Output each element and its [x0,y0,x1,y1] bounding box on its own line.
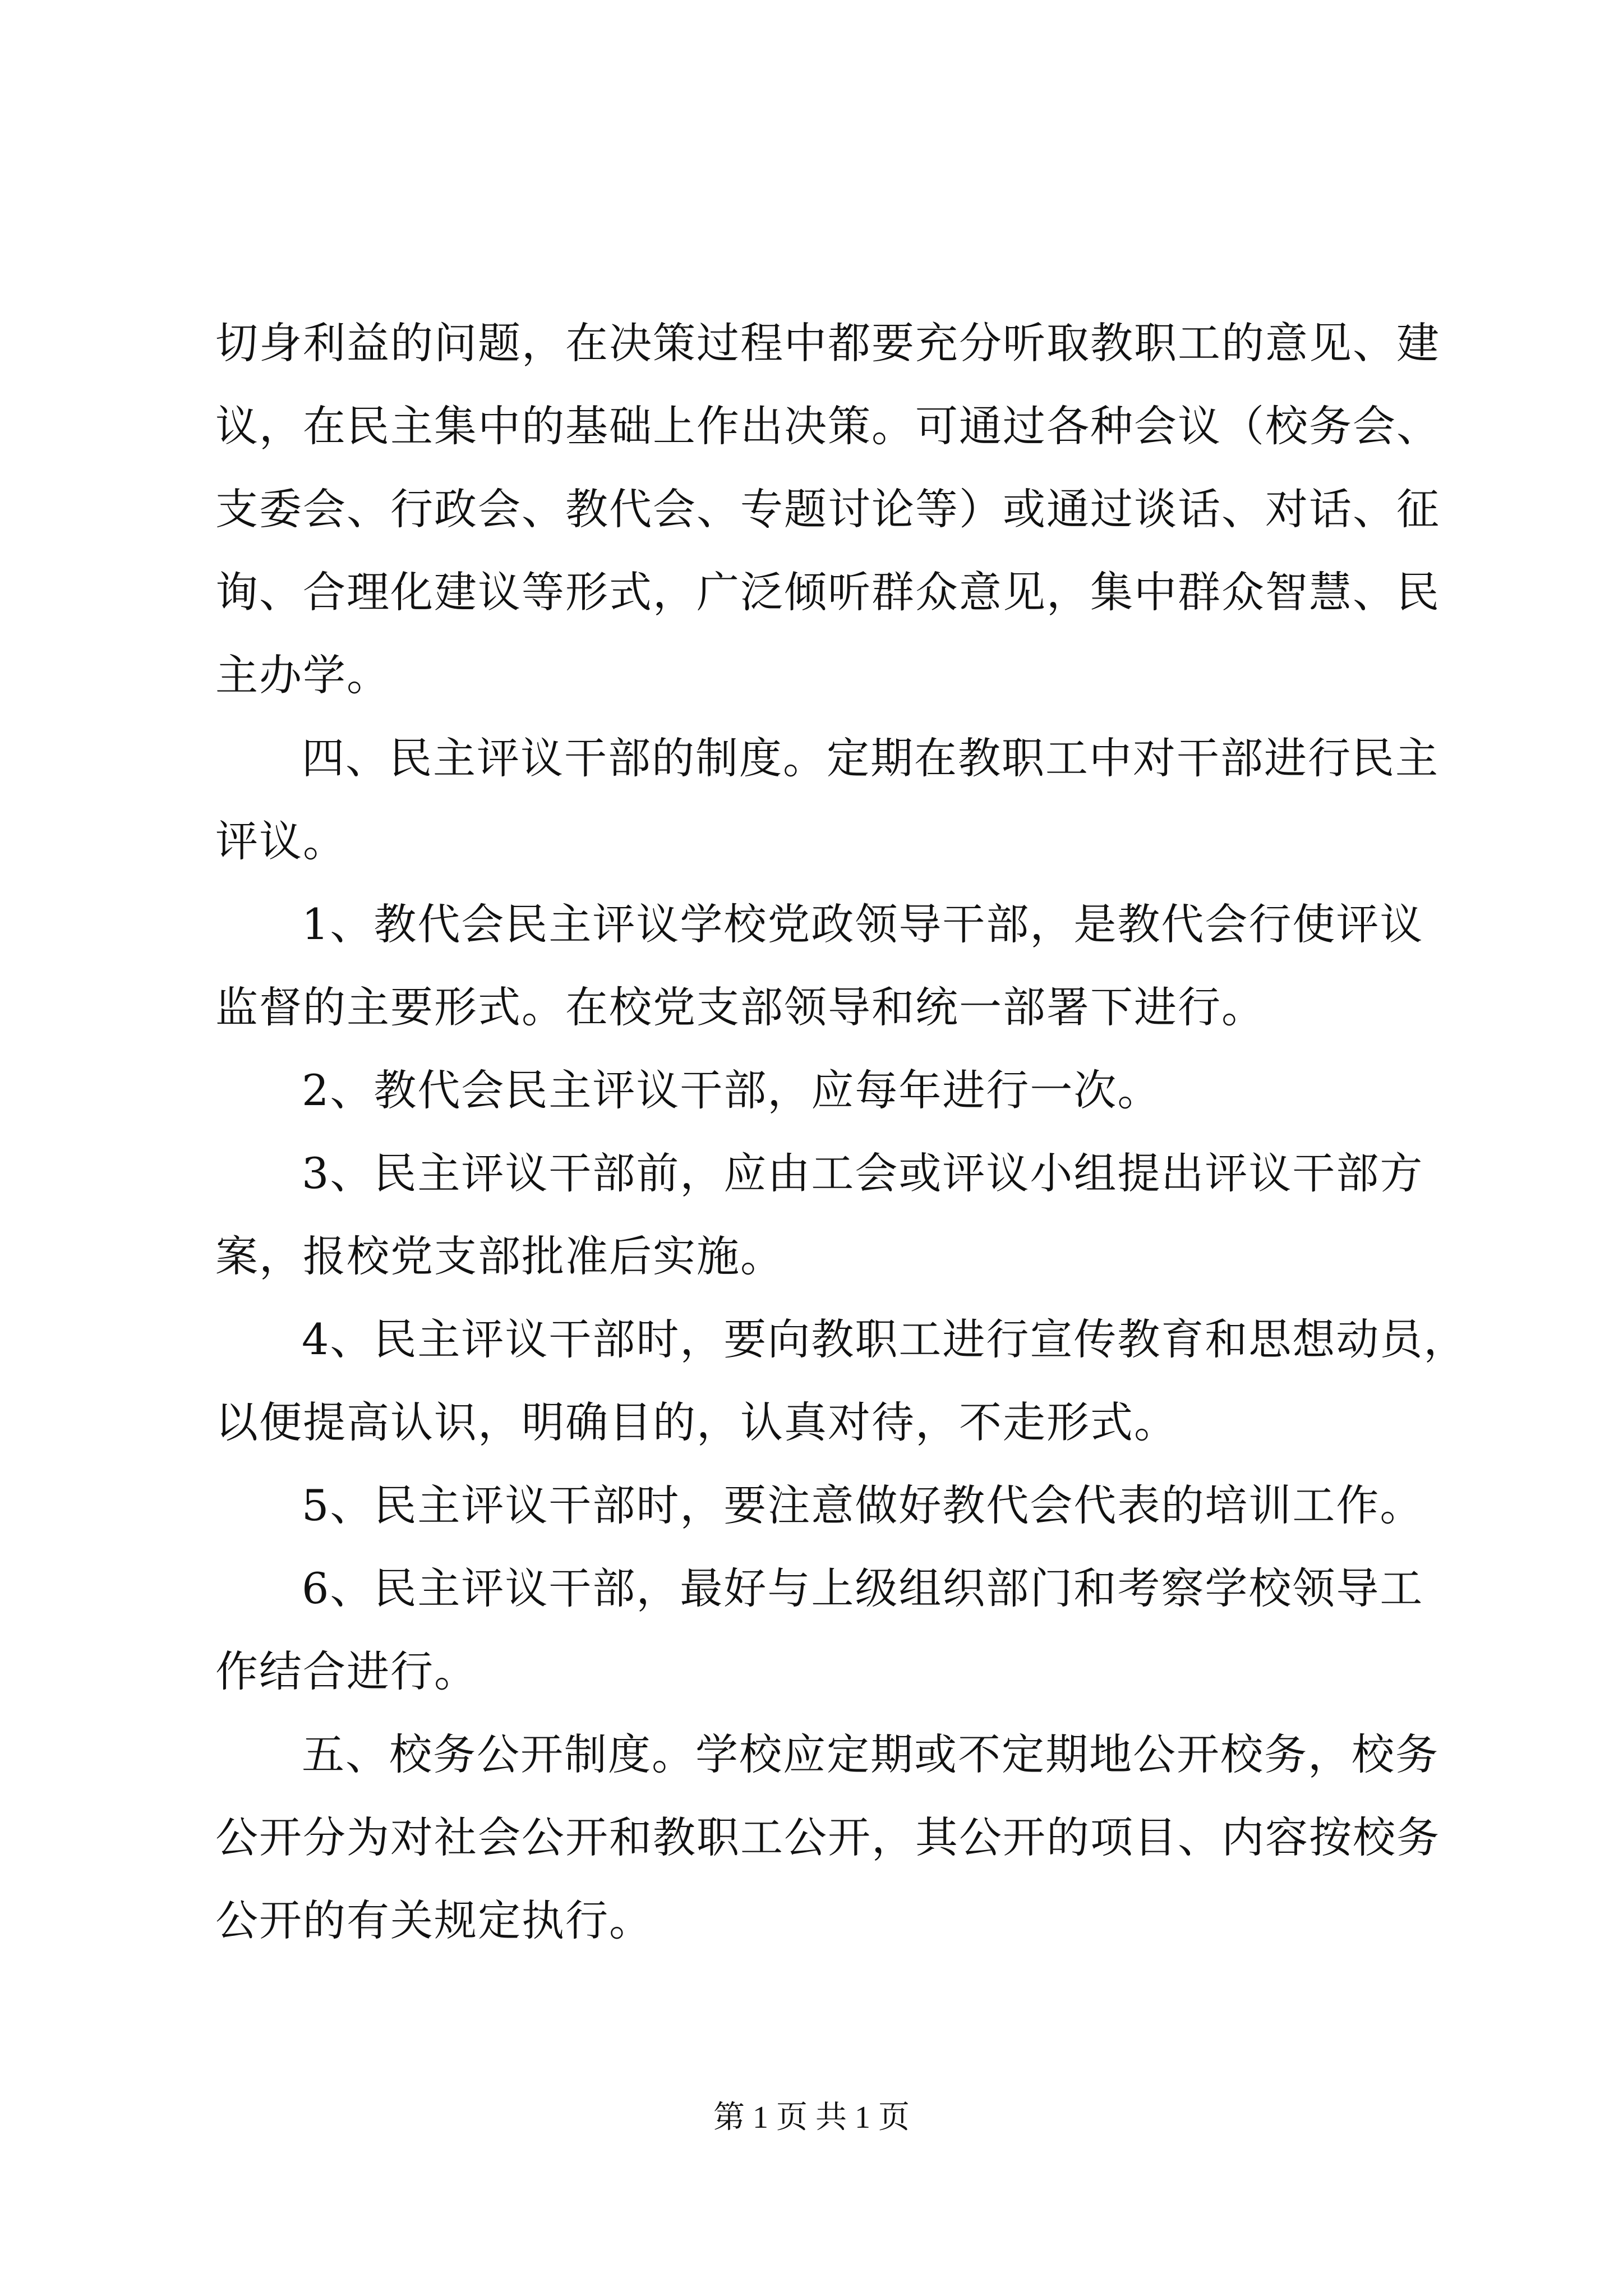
text-line: 监督的主要形式。在校党支部领导和统一部署下进行。 [215,982,1265,1032]
text-line: 主办学。 [215,650,390,700]
section-heading-five: 五、校务公开制度。学校应定期或不定期地公开校务，校务 [302,1729,1439,1779]
text-line: 切身利益的问题，在决策过程中都要充分听取教职工的意见、建 [215,318,1440,368]
section-heading-four: 四、民主评议干部的制度。定期在教职工中对干部进行民主 [302,733,1439,783]
text-line: 以便提高认识，明确目的，认真对待，不走形式。 [215,1397,1178,1447]
list-item-6: 6、民主评议干部，最好与上级组织部门和考察学校领导工 [302,1563,1424,1613]
text-line: 议，在民主集中的基础上作出决策。可通过各种会议（校务会、 [215,401,1440,451]
text-line: 询、合理化建议等形式，广泛倾听群众意见，集中群众智慧、民 [215,567,1440,617]
text-line: 支委会、行政会、教代会、专题讨论等）或通过谈话、对话、征 [215,484,1440,534]
text-line: 公开分为对社会公开和教职工公开，其公开的项目、内容按校务 [215,1812,1440,1862]
list-item-4: 4、民主评议干部时，要向教职工进行宣传教育和思想动员， [302,1314,1468,1364]
text-line: 作结合进行。 [215,1646,478,1696]
text-line: 公开的有关规定执行。 [215,1895,653,1945]
list-item-2: 2、教代会民主评议干部，应每年进行一次。 [302,1065,1161,1115]
document-body [215,302,1468,1962]
text-line: 案，报校党支部批准后实施。 [215,1231,784,1281]
list-item-5: 5、民主评议干部时，要注意做好教代会代表的培训工作。 [302,1480,1424,1530]
text-line: 评议。 [215,816,347,866]
list-item-1: 1、教代会民主评议学校党政领导干部，是教代会行使评议 [302,899,1424,949]
page-footer: 第 1 页 共 1 页 [713,2100,910,2135]
list-item-3: 3、民主评议干部前，应由工会或评议小组提出评议干部方 [302,1148,1424,1198]
